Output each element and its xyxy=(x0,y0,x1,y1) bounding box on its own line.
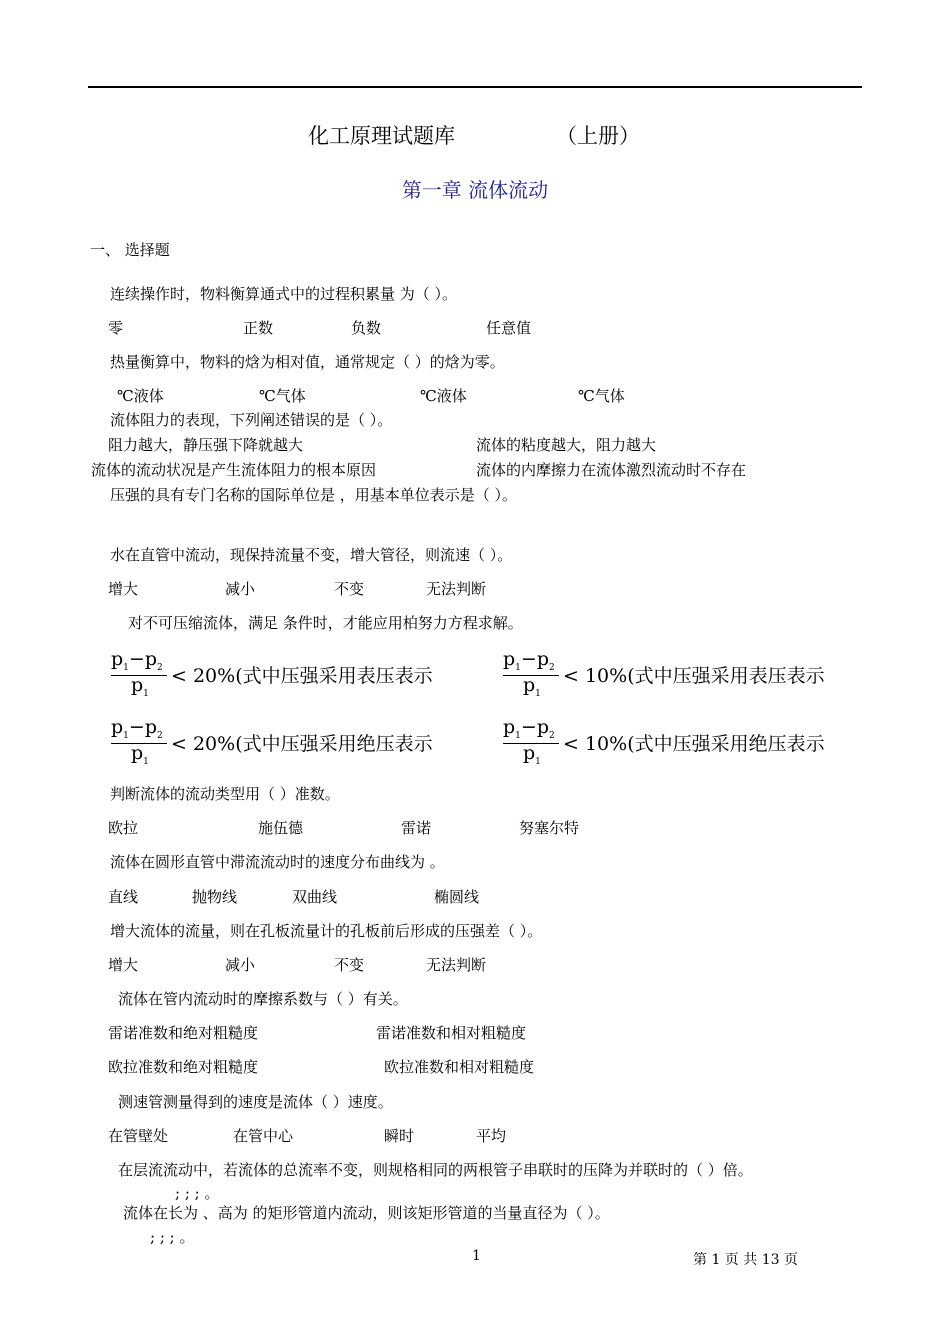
option-9d: 无法判断 xyxy=(426,956,487,974)
question-9: 增大流体的流量，则在孔板流量计的孔板前后形成的压强差（ ）。 xyxy=(110,922,543,940)
formula-6a-text: < 20%(式中压强采用表压表示 xyxy=(171,665,433,687)
options-12-marks: ; ; ; 。 xyxy=(175,1184,220,1202)
option-5a: 增大 xyxy=(108,580,139,598)
option-2d: ℃气体 xyxy=(578,387,625,405)
option-5b: 减小 xyxy=(225,580,256,598)
option-1a: 零 xyxy=(108,319,124,337)
option-11a: 在管壁处 xyxy=(108,1127,169,1145)
formula-6c-text: < 20%(式中压强采用绝压表示 xyxy=(171,733,433,755)
option-9c: 不变 xyxy=(334,956,365,974)
option-1d: 任意值 xyxy=(486,319,532,337)
option-7d: 努塞尔特 xyxy=(519,819,580,837)
option-2a: ℃液体 xyxy=(117,387,164,405)
option-5d: 无法判断 xyxy=(426,580,487,598)
option-7c: 雷诺 xyxy=(401,819,432,837)
option-8d: 椭圆线 xyxy=(434,888,480,906)
question-12: 在层流流动中，若流体的总流率不变，则规格相同的两根管子串联时的压降为并联时的（ ）倍。 xyxy=(118,1161,753,1179)
option-2c: ℃液体 xyxy=(420,387,467,405)
question-2: 热量衡算中，物料的焓为相对值，通常规定（ ）的焓为零。 xyxy=(110,353,505,371)
option-10a: 雷诺准数和绝对粗糙度 xyxy=(108,1024,259,1042)
option-9b: 减小 xyxy=(225,956,256,974)
option-8b: 抛物线 xyxy=(192,888,238,906)
option-3a: 阻力越大，静压强下降就越大 xyxy=(108,436,304,454)
option-9a: 增大 xyxy=(108,956,139,974)
title-main: 化工原理试题库 xyxy=(308,124,455,148)
question-4: 压强的具有专门名称的国际单位是 ，用基本单位表示是（ ）。 xyxy=(110,486,518,504)
option-11b: 在管中心 xyxy=(233,1127,294,1145)
title-volume: （上册） xyxy=(556,124,640,148)
option-7b: 施伍德 xyxy=(258,819,304,837)
question-7: 判断流体的流动类型用（ ）准数。 xyxy=(110,785,340,803)
option-2b: ℃气体 xyxy=(259,387,306,405)
option-8c: 双曲线 xyxy=(292,888,338,906)
options-13-marks: ; ; ; 。 xyxy=(150,1228,195,1246)
option-7a: 欧拉 xyxy=(108,819,139,837)
option-3c: 流体的流动状况是产生流体阻力的根本原因 xyxy=(91,461,377,479)
header-rule xyxy=(88,86,862,88)
section-heading: 一、 选择题 xyxy=(90,241,170,259)
question-3: 流体阻力的表现，下列阐述错误的是（ ）。 xyxy=(110,411,393,429)
option-10d: 欧拉准数和相对粗糙度 xyxy=(384,1058,535,1076)
question-8: 流体在圆形直管中滞流流动时的速度分布曲线为 。 xyxy=(110,853,445,871)
option-5c: 不变 xyxy=(334,580,365,598)
question-13: 流体在长为 、高为 的矩形管道内流动，则该矩形管道的当量直径为（ ）。 xyxy=(123,1204,610,1222)
question-5: 水在直管中流动，现保持流量不变，增大管径，则流速（ ）。 xyxy=(110,546,513,564)
page-number: 1 xyxy=(472,1248,481,1264)
option-3b: 流体的粘度越大，阻力越大 xyxy=(476,436,657,454)
option-3d: 流体的内摩擦力在流体激烈流动时不存在 xyxy=(476,461,747,479)
option-1b: 正数 xyxy=(243,319,274,337)
option-11c: 瞬时 xyxy=(384,1127,415,1145)
question-11: 测速管测量得到的速度是流体（ ）速度。 xyxy=(118,1093,393,1111)
page-count: 第 1 页 共 13 页 xyxy=(693,1252,798,1268)
question-1: 连续操作时，物料衡算通式中的过程积累量 为（ ）。 xyxy=(110,285,458,303)
formula-6d-text: < 10%(式中压强采用绝压表示 xyxy=(563,733,825,755)
formula-6b-text: < 10%(式中压强采用表压表示 xyxy=(563,665,825,687)
chapter-heading: 第一章 流体流动 xyxy=(401,178,549,202)
option-11d: 平均 xyxy=(476,1127,507,1145)
option-8a: 直线 xyxy=(108,888,139,906)
question-6: 对不可压缩流体，满足 条件时，才能应用柏努力方程求解。 xyxy=(128,614,523,632)
question-10: 流体在管内流动时的摩擦系数与（ ）有关。 xyxy=(118,990,408,1008)
option-1c: 负数 xyxy=(351,319,382,337)
option-10b: 雷诺准数和相对粗糙度 xyxy=(376,1024,527,1042)
option-10c: 欧拉准数和绝对粗糙度 xyxy=(108,1058,259,1076)
